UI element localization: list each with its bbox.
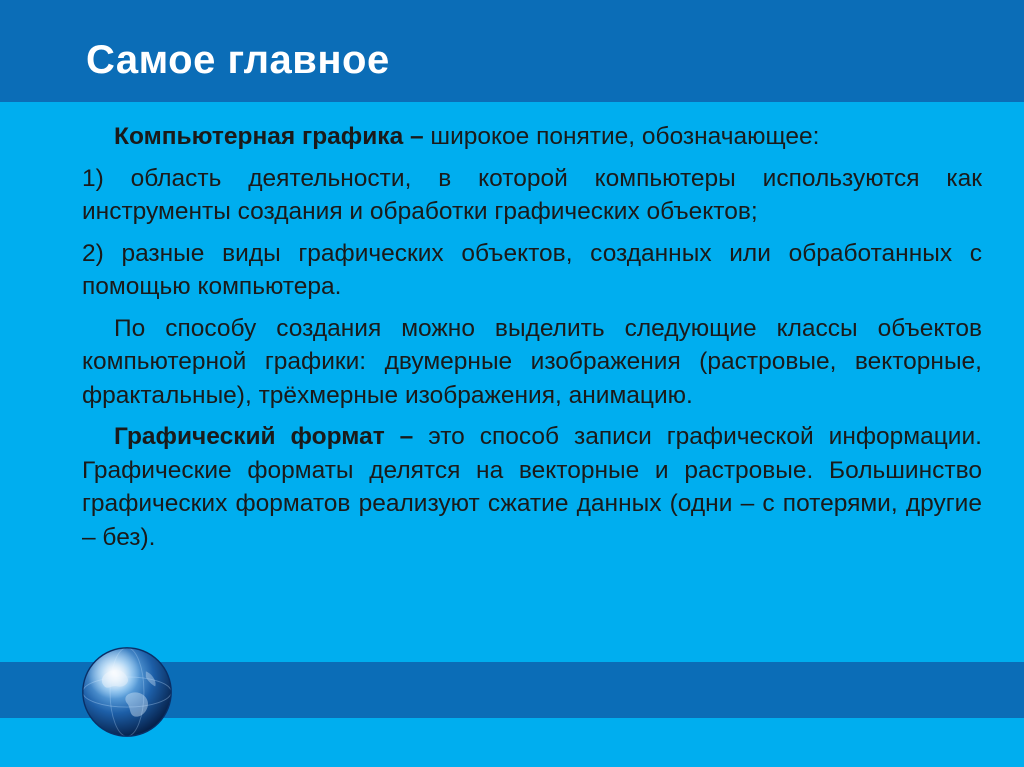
list-item-1: 1) область деятельности, в которой компьютеры используются как инструменты создания и обработки графических объектов; bbox=[82, 164, 982, 225]
paragraph-format bbox=[82, 420, 982, 554]
slide-content bbox=[82, 120, 982, 562]
paragraph-definition bbox=[82, 120, 982, 154]
format-text: это способ записи графической информации. Графические форматы делятся на векторные и растровые. Большинство графических форматов реализуют сжатие данных (одни – с потерями, другие – без). bbox=[82, 423, 982, 551]
paragraph-classes: По способу создания можно выделить следующие классы объектов компьютерной графики: двумерные изображения (растровые, векторные, фрактальные), трёхмерные изображения, анимацию. bbox=[82, 314, 982, 409]
definition-text: широкое понятие, обозначающее: bbox=[423, 123, 820, 150]
slide-title: Самое главное bbox=[86, 38, 390, 82]
term-graphic-format: Графический формат – bbox=[114, 423, 414, 450]
globe-icon bbox=[80, 645, 174, 739]
term-computer-graphics: Компьютерная графика – bbox=[114, 123, 424, 150]
list-item-2: 2) разные виды графических объектов, созданных или обработанных с помощью компьютера. bbox=[82, 239, 982, 300]
